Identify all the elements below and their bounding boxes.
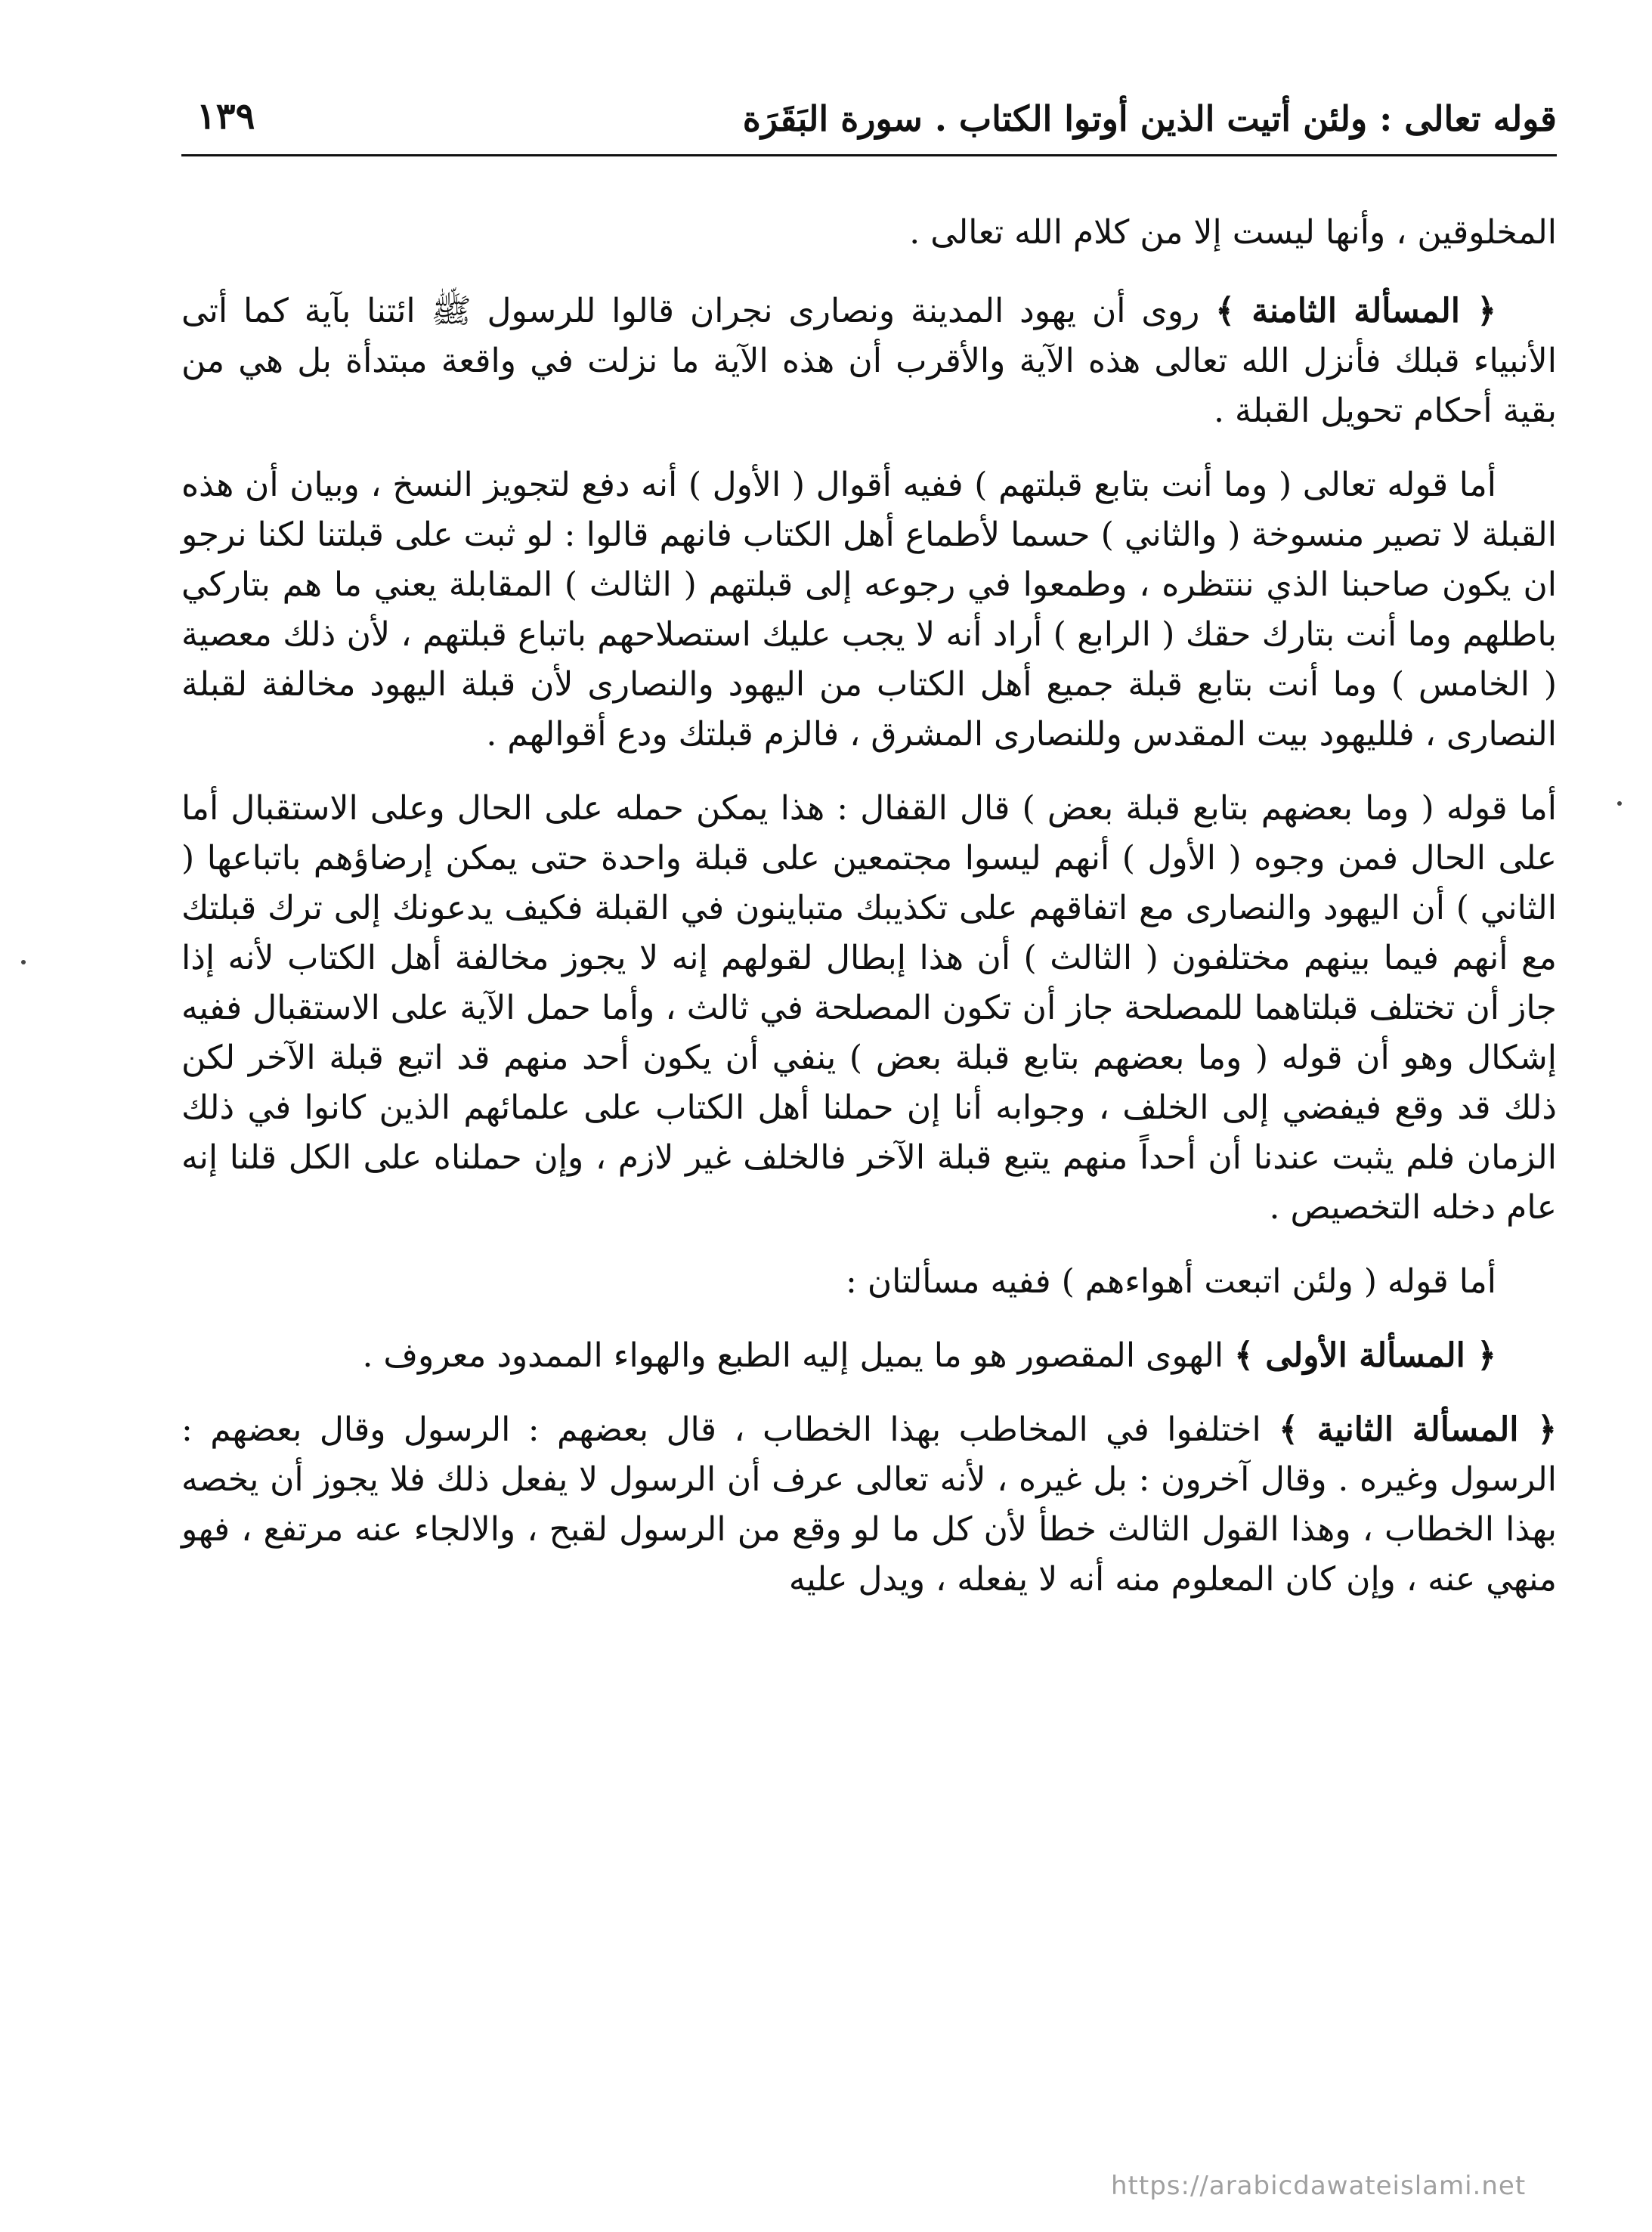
- paragraph-text: روى أن يهود المدينة ونصارى نجران قالوا للرسول ﷺ ائتنا بآية كما أتى الأنبياء قبلك فأنزل الله تعالى هذه الآية والأقرب أن هذه الآية ما نزلت في واقعة مبتدأة بل هي من بقية أحكام تحويل القبلة .: [181, 292, 1557, 430]
- watermark-url: https://arabicdawateislami.net: [1111, 2171, 1527, 2201]
- paragraph-text: أما قوله تعالى ( وما أنت بتابع قبلتهم ) ففيه أقوال ( الأول ) أنه دفع لتجويز النسخ ، وبيان أن هذه القبلة لا تصير منسوخة ( والثاني ) حسما لأطماع أهل الكتاب فانهم قالوا : لو ثبت على قبلتنا لكنا نرجو ان يكون صاحبنا الذي ننتظره ، وطمعوا في رجوعه إلى قبلتهم ( الثالث ) المقابلة يعني ما هم بتاركي باطلهم وما أنت بتارك حقك ( الرابع ) أراد أنه لا يجب عليك استصلاحهم باتباع قبلتهم ، لأن ذلك معصية ( الخامس ) وما أنت بتابع قبلة جميع أهل الكتاب من اليهود والنصارى لأن قبلة اليهود مخالفة لقبلة النصارى ، فلليهود بيت المقدس وللنصارى المشرق ، فالزم قبلتك ودع أقوالهم .: [181, 466, 1557, 754]
- paragraph-qaffal: [181, 784, 1557, 1233]
- issue-heading: ﴿ المسألة الثانية ﴾: [1279, 1410, 1557, 1449]
- page-body: [181, 208, 1557, 1629]
- paragraph-issue-one: [181, 1331, 1557, 1381]
- page-number: ١٣٩: [196, 95, 255, 138]
- issue-heading: ﴿ المسألة الأولى ﴾: [1234, 1336, 1496, 1375]
- scan-speck: [1617, 801, 1622, 806]
- page-header: [181, 89, 1557, 156]
- paragraph-issue-eight: [181, 286, 1557, 436]
- paragraph-desires: [181, 1257, 1557, 1307]
- paragraph-issue-two: [181, 1405, 1557, 1605]
- scan-speck: [21, 960, 26, 964]
- paragraph-text: أما قوله ( ولئن اتبعت أهواءهم ) ففيه مسألتان :: [846, 1262, 1496, 1301]
- paragraph-qibla-sayings: [181, 460, 1557, 760]
- paragraph-text: المخلوقين ، وأنها ليست إلا من كلام الله تعالى .: [909, 213, 1557, 252]
- paragraph-continuation: [181, 208, 1557, 258]
- paragraph-text: أما قوله ( وما بعضهم بتابع قبلة بعض ) قال القفال : هذا يمكن حمله على الحال وعلى الاستقبال أما على الحال فمن وجوه ( الأول ) أنهم ليسوا مجتمعين على قبلة واحدة حتى يمكن إرضاؤهم باتباعها ( الثاني ) أن اليهود والنصارى مع اتفاقهم على تكذيبك متباينون في القبلة فكيف يدعونك إلى ترك قبلتك مع أنهم فيما بينهم مختلفون ( الثالث ) أن هذا إبطال لقولهم إنه لا يجوز مخالفة أهل الكتاب لأنه إذا جاز أن تختلف قبلتاهما للمصلحة جاز أن تكون المصلحة في ثالث ، وأما حمل الآية على الاستقبال ففيه إشكال وهو أن قوله ( وما بعضهم بتابع قبلة بعض ) ينفي أن يكون أحد منهم قد اتبع قبلة الآخر لكن ذلك قد وقع فيفضي إلى الخلف ، وجوابه أنا إن حملنا أهل الكتاب على علمائهم الذين كانوا في ذلك الزمان فلم يثبت عندنا أن أحداً منهم يتبع قبلة الآخر فالخلف غير لازم ، وإن حملناه على الكل قلنا إنه عام دخله التخصيص .: [181, 789, 1558, 1227]
- paragraph-text: الهوى المقصور هو ما يميل إليه الطبع والهواء الممدود معروف .: [362, 1336, 1235, 1375]
- issue-heading: ﴿ المسألة الثامنة ﴾: [1215, 292, 1496, 330]
- paragraph-text: اختلفوا في المخاطب بهذا الخطاب ، قال بعضهم : الرسول وقال بعضهم : الرسول وغيره . وقال آخرون : بل غيره ، لأنه تعالى عرف أن الرسول لا يفعل ذلك فلا يجوز أن يخصه بهذا الخطاب ، وهذا القول الثالث خطأ لأن كل ما لو وقع من الرسول لقبح ، والالجاء عنه مرتفع ، فهو منهي عنه ، وإن كان المعلوم منه أنه لا يفعله ، ويدل عليه: [181, 1410, 1557, 1599]
- running-title: قوله تعالى : ولئن أتيت الذين أوتوا الكتاب . سورة البَقَرَة: [742, 98, 1557, 139]
